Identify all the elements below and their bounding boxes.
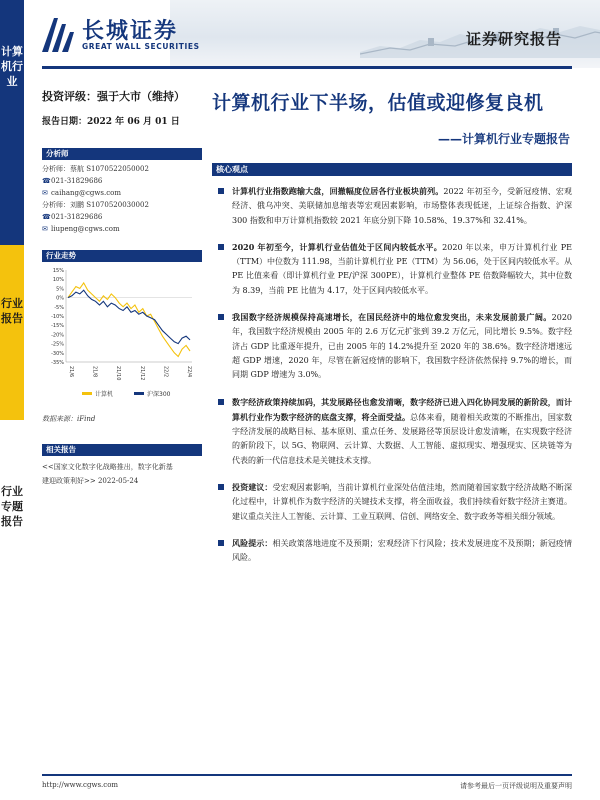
core-view-item bbox=[212, 480, 572, 524]
core-view-heading: 计算机行业指数跑输大盘，回撤幅度位居各行业板块前列。 bbox=[232, 186, 444, 196]
sidebar-topic-label: 行业专题报告 bbox=[1, 485, 23, 528]
core-view-body: 2022 年初至今，受新冠疫情、宏观经济、俄乌冲突、美联储加息缩表等宏观因素影响，市场整体表现低迷，上证综合指数、沪深 300 指数和申万计算机指数较 2021 年底分别下降 10.58%、19.37%和 32.41%。 bbox=[232, 187, 573, 225]
x-tick-label: 21/8 bbox=[91, 366, 98, 378]
sidebar-topic-band bbox=[0, 420, 24, 800]
related-report-line: 建迎政策利好>> 2022-05-24 bbox=[42, 477, 139, 485]
logo-english-name: GREAT WALL SECURITIES bbox=[82, 42, 200, 51]
y-tick-label: -20% bbox=[51, 332, 64, 339]
legend-swatch bbox=[134, 392, 144, 395]
y-tick-label: -15% bbox=[51, 323, 64, 330]
sidebar-industry-band bbox=[0, 0, 24, 245]
core-views-list bbox=[212, 184, 572, 578]
phone-icon: ☎ bbox=[42, 213, 51, 221]
analyst-name: 分析师：刘鹏 S1070520030002 bbox=[42, 201, 149, 209]
core-view-item bbox=[212, 310, 572, 382]
related-reports-section bbox=[42, 444, 202, 488]
y-tick-label: -30% bbox=[51, 350, 64, 357]
legend-label: 沪深300 bbox=[147, 391, 171, 398]
analyst-section-header: 分析师 bbox=[42, 148, 202, 160]
y-tick-label: 0% bbox=[56, 295, 64, 302]
core-views-header: 核心观点 bbox=[212, 163, 572, 176]
footer-website-link[interactable]: http://www.cgws.com bbox=[42, 781, 119, 789]
core-view-heading: 数字经济政策持续加码，其发展路径也愈发清晰，数字经济已进入四化协同发展的新阶段，而计算机行业作为数字经济的底盘支撑，将全面受益。 bbox=[232, 396, 572, 422]
y-tick-label: 5% bbox=[56, 286, 64, 293]
data-source: 数据来源：iFind bbox=[42, 415, 96, 423]
core-view-heading: 投资建议： bbox=[232, 482, 273, 493]
footer-disclaimer: 请参考最后一页评级说明及重要声明 bbox=[460, 782, 572, 790]
core-view-heading: 我国数字经济规模保持高速增长，在国民经济中的地位愈发突出，未来发展前景广阔。 bbox=[232, 312, 552, 323]
core-view-body: 2020 年，我国数字经济规模由 2005 年的 2.6 万亿元扩张到 39.2 万亿元，同比增长 9.5%。数字经济占 GDP 比重逐年提升，已由 2005 年的 14.2%提升至 2020 年的 38.6%。数字经济增速远超 GDP 增速，2020 年，尽管在新冠疫情的影响下，我国数字经济依然保持 9.7%的增长，而同期 GDP 增速为 3.0%。 bbox=[232, 313, 572, 380]
industry-trend-section bbox=[42, 250, 202, 398]
related-report-line: <<国家文化数字化战略推出，数字化新基 bbox=[42, 463, 173, 471]
x-tick-label: 22/4 bbox=[186, 366, 192, 378]
industry-trend-header: 行业走势 bbox=[42, 250, 202, 262]
report-date: 报告日期：2022 年 06 月 01 日 bbox=[42, 117, 180, 127]
sidebar-report-band bbox=[0, 245, 24, 420]
legend-label: 计算机 bbox=[95, 391, 114, 398]
phone-icon: ☎ bbox=[42, 177, 51, 185]
analyst-email: ✉ liupeng@cgws.com bbox=[42, 225, 120, 233]
y-tick-label: 15% bbox=[52, 268, 64, 274]
email-icon: ✉ bbox=[42, 225, 48, 233]
x-tick-label: 21/10 bbox=[115, 366, 122, 381]
analyst-name: 分析师：蔡航 S1070522050002 bbox=[42, 165, 149, 173]
related-report-item bbox=[42, 460, 202, 488]
industry-trend-chart bbox=[42, 264, 202, 404]
header-divider bbox=[42, 66, 572, 69]
analyst-phone: ☎021-31829686 bbox=[42, 213, 103, 221]
investment-rating: 投资评级：强于大市（维持） bbox=[42, 90, 185, 103]
core-view-item bbox=[212, 184, 572, 228]
sidebar-industry-label: 计算机行业 bbox=[1, 45, 23, 88]
core-view-item bbox=[212, 395, 572, 468]
x-tick-label: 21/12 bbox=[138, 366, 145, 381]
y-tick-label: -10% bbox=[51, 314, 64, 320]
legend-swatch bbox=[82, 392, 92, 395]
analyst-phone: ☎021-31829686 bbox=[42, 177, 103, 185]
x-tick-label: 21/6 bbox=[68, 366, 74, 378]
email-icon: ✉ bbox=[42, 189, 48, 197]
core-view-body: 总体来看，随着相关政策的不断推出，国家数字经济发展的战略目标、基本原则、重点任务、发展路径等顶层设计愈发清晰，在实现数字经济的新阶段下，以 5G、物联网、云计算、大数据、人工智能、虚拟现实、增强现实、区块链等为代表的新一代信息技术是关键技术支撑。 bbox=[232, 412, 573, 465]
core-view-heading: 2020 年初至今，计算机行业估值处于区间内较低水平。 bbox=[232, 241, 443, 252]
report-title: 计算机行业下半场，估值或迎修复良机 bbox=[212, 92, 544, 114]
y-tick-label: -35% bbox=[51, 360, 64, 366]
page-header bbox=[0, 0, 600, 70]
report-subtitle: ——计算机行业专题报告 bbox=[437, 132, 570, 146]
core-view-item bbox=[212, 536, 572, 566]
logo-mark-icon bbox=[42, 14, 76, 52]
y-tick-label: -25% bbox=[51, 341, 64, 348]
report-type-label: 证券研究报告 bbox=[465, 30, 562, 48]
y-tick-label: 10% bbox=[52, 277, 64, 284]
core-view-body: 2020 年以来，申万计算机行业 PE（TTM）中位数为 111.98，当前计算机行业 PE（TTM）为 56.06，处于区间内较低水平。从 PE 比值来看（即计算机行业 PE/沪深 300PE），计算机行业整体 PE 倍数降幅较大，其中位数为 8.39，当前 PE 比值为 4.17，处于区间内较低水平。 bbox=[232, 242, 572, 295]
core-view-body: 相关政策落地进度不及预期；宏观经济下行风险；技术发展进度不及预期；新冠疫情风险。 bbox=[232, 538, 573, 563]
footer-divider bbox=[42, 774, 572, 776]
analyst-section bbox=[42, 148, 202, 235]
series-line-沪深300 bbox=[68, 290, 190, 343]
sidebar-report-label: 行业报告 bbox=[1, 297, 23, 325]
related-reports-header: 相关报告 bbox=[42, 444, 202, 456]
core-view-body: 受宏观因素影响，当前计算机行业深处估值洼地，然而随着国家数字经济战略不断深化过程中，计算机作为数字经济的关键技术支撑，将全面收益，我们持续看好数字经济主赛道。建议重点关注人工智能、云计算、工业互联网、信创、网络安全、数字政务等相关细分领域。 bbox=[232, 483, 573, 521]
x-tick-label: 22/2 bbox=[162, 366, 169, 378]
y-tick-label: -5% bbox=[54, 304, 64, 311]
company-logo bbox=[42, 12, 212, 58]
analyst-email: ✉ caihang@cgws.com bbox=[42, 189, 121, 197]
core-view-item bbox=[212, 240, 572, 298]
logo-chinese-name: 长城证券 bbox=[82, 19, 179, 44]
core-view-heading: 风险提示： bbox=[232, 537, 273, 548]
